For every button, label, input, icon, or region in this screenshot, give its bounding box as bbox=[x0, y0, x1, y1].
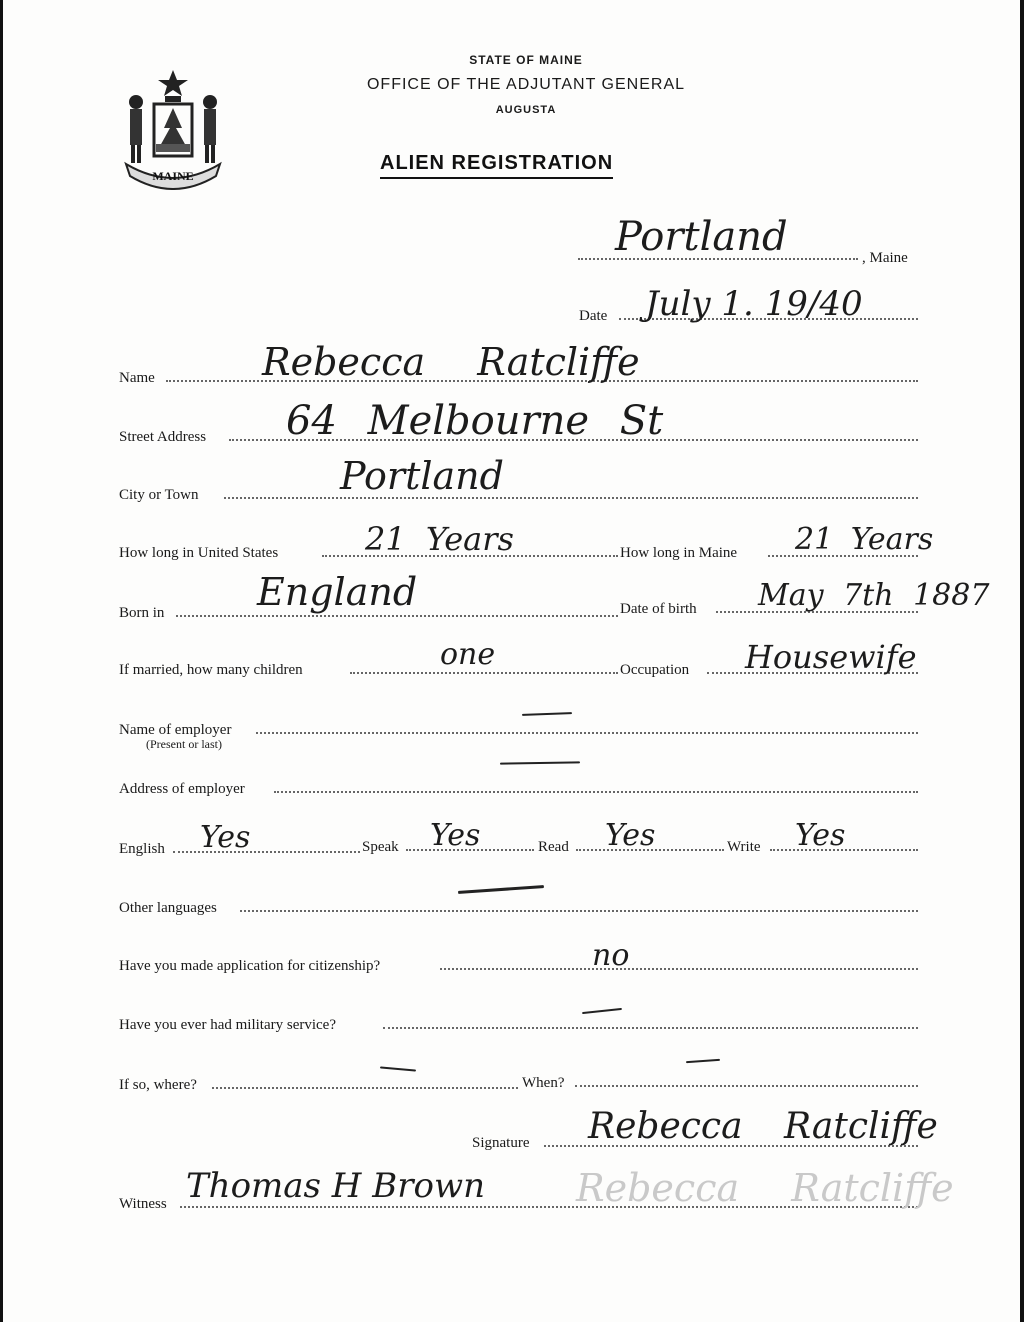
english-label: English bbox=[119, 841, 165, 857]
date-of-birth-label: Date of birth bbox=[620, 601, 697, 617]
military-line bbox=[383, 1027, 918, 1029]
when-label: When? bbox=[522, 1075, 565, 1091]
years-us-entry: 21 Years bbox=[365, 520, 514, 558]
employer-address-dash bbox=[500, 761, 580, 764]
where-label: If so, where? bbox=[119, 1077, 197, 1093]
other-languages-line bbox=[240, 910, 918, 912]
employer-address-label: Address of employer bbox=[119, 781, 245, 797]
street-address-entry: 64 Melbourne St bbox=[286, 398, 664, 444]
children-entry: one bbox=[440, 637, 496, 672]
date-label: Date bbox=[579, 308, 608, 324]
other-languages-dash bbox=[458, 885, 544, 894]
occupation-entry: Housewife bbox=[745, 638, 917, 676]
when-dash bbox=[686, 1059, 720, 1063]
employer-address-line bbox=[274, 791, 918, 793]
employer-sublabel: (Present or last) bbox=[146, 737, 222, 751]
write-entry: Yes bbox=[795, 818, 846, 853]
occupation-label: Occupation bbox=[620, 662, 690, 678]
date-entry: July 1. 19/40 bbox=[645, 284, 863, 324]
city-entry: Portland bbox=[340, 454, 504, 498]
citizenship-entry: no bbox=[592, 938, 630, 973]
born-in-entry: England bbox=[257, 570, 418, 614]
read-entry: Yes bbox=[605, 818, 656, 853]
born-in-line bbox=[176, 615, 618, 617]
form-title: ALIEN REGISTRATION bbox=[380, 152, 613, 179]
scan-border-left bbox=[0, 0, 3, 1322]
employer-line bbox=[256, 732, 918, 734]
place-entry: Portland bbox=[615, 214, 788, 260]
header-state: STATE OF MAINE bbox=[469, 53, 583, 67]
header-city: AUGUSTA bbox=[495, 104, 557, 116]
name-entry: Rebecca Ratcliffe bbox=[262, 340, 640, 384]
speak-entry: Yes bbox=[430, 818, 481, 853]
speak-label: Speak bbox=[362, 839, 399, 855]
signature-label: Signature bbox=[472, 1135, 530, 1151]
years-maine-entry: 21 Years bbox=[795, 522, 934, 557]
name-label: Name bbox=[119, 370, 155, 386]
street-address-label: Street Address bbox=[119, 429, 207, 445]
where-line bbox=[212, 1087, 518, 1089]
witness-label: Witness bbox=[119, 1196, 167, 1212]
employer-dash bbox=[522, 712, 572, 716]
other-languages-label: Other languages bbox=[119, 900, 217, 916]
citizenship-label: Have you made application for citizenship? bbox=[119, 958, 381, 974]
header-office: OFFICE OF THE ADJUTANT GENERAL bbox=[366, 76, 686, 93]
place-suffix: , Maine bbox=[862, 250, 908, 266]
seal-banner-text: MAINE bbox=[152, 169, 194, 183]
city-line bbox=[224, 497, 918, 499]
witness-bleed-through-signature: Rebecca Ratcliffe bbox=[576, 1166, 954, 1210]
scan-border-right bbox=[1020, 0, 1024, 1322]
read-label: Read bbox=[538, 839, 569, 855]
city-label: City or Town bbox=[119, 487, 199, 503]
employer-label: Name of employer bbox=[119, 722, 232, 738]
date-of-birth-entry: May 7th 1887 bbox=[758, 578, 990, 613]
write-label: Write bbox=[727, 839, 761, 855]
children-line bbox=[350, 672, 618, 674]
english-entry: Yes bbox=[200, 820, 251, 855]
children-label: If married, how many children bbox=[119, 662, 303, 678]
born-in-label: Born in bbox=[119, 605, 165, 621]
years-us-label: How long in United States bbox=[119, 545, 279, 561]
when-line bbox=[575, 1085, 918, 1087]
years-maine-label: How long in Maine bbox=[620, 545, 738, 561]
military-dash bbox=[582, 1008, 622, 1014]
witness-entry: Thomas H Brown bbox=[186, 1166, 485, 1206]
citizenship-line bbox=[440, 968, 918, 970]
military-label: Have you ever had military service? bbox=[119, 1017, 336, 1033]
where-dash bbox=[380, 1066, 416, 1071]
signature-entry: Rebecca Ratcliffe bbox=[588, 1106, 938, 1147]
